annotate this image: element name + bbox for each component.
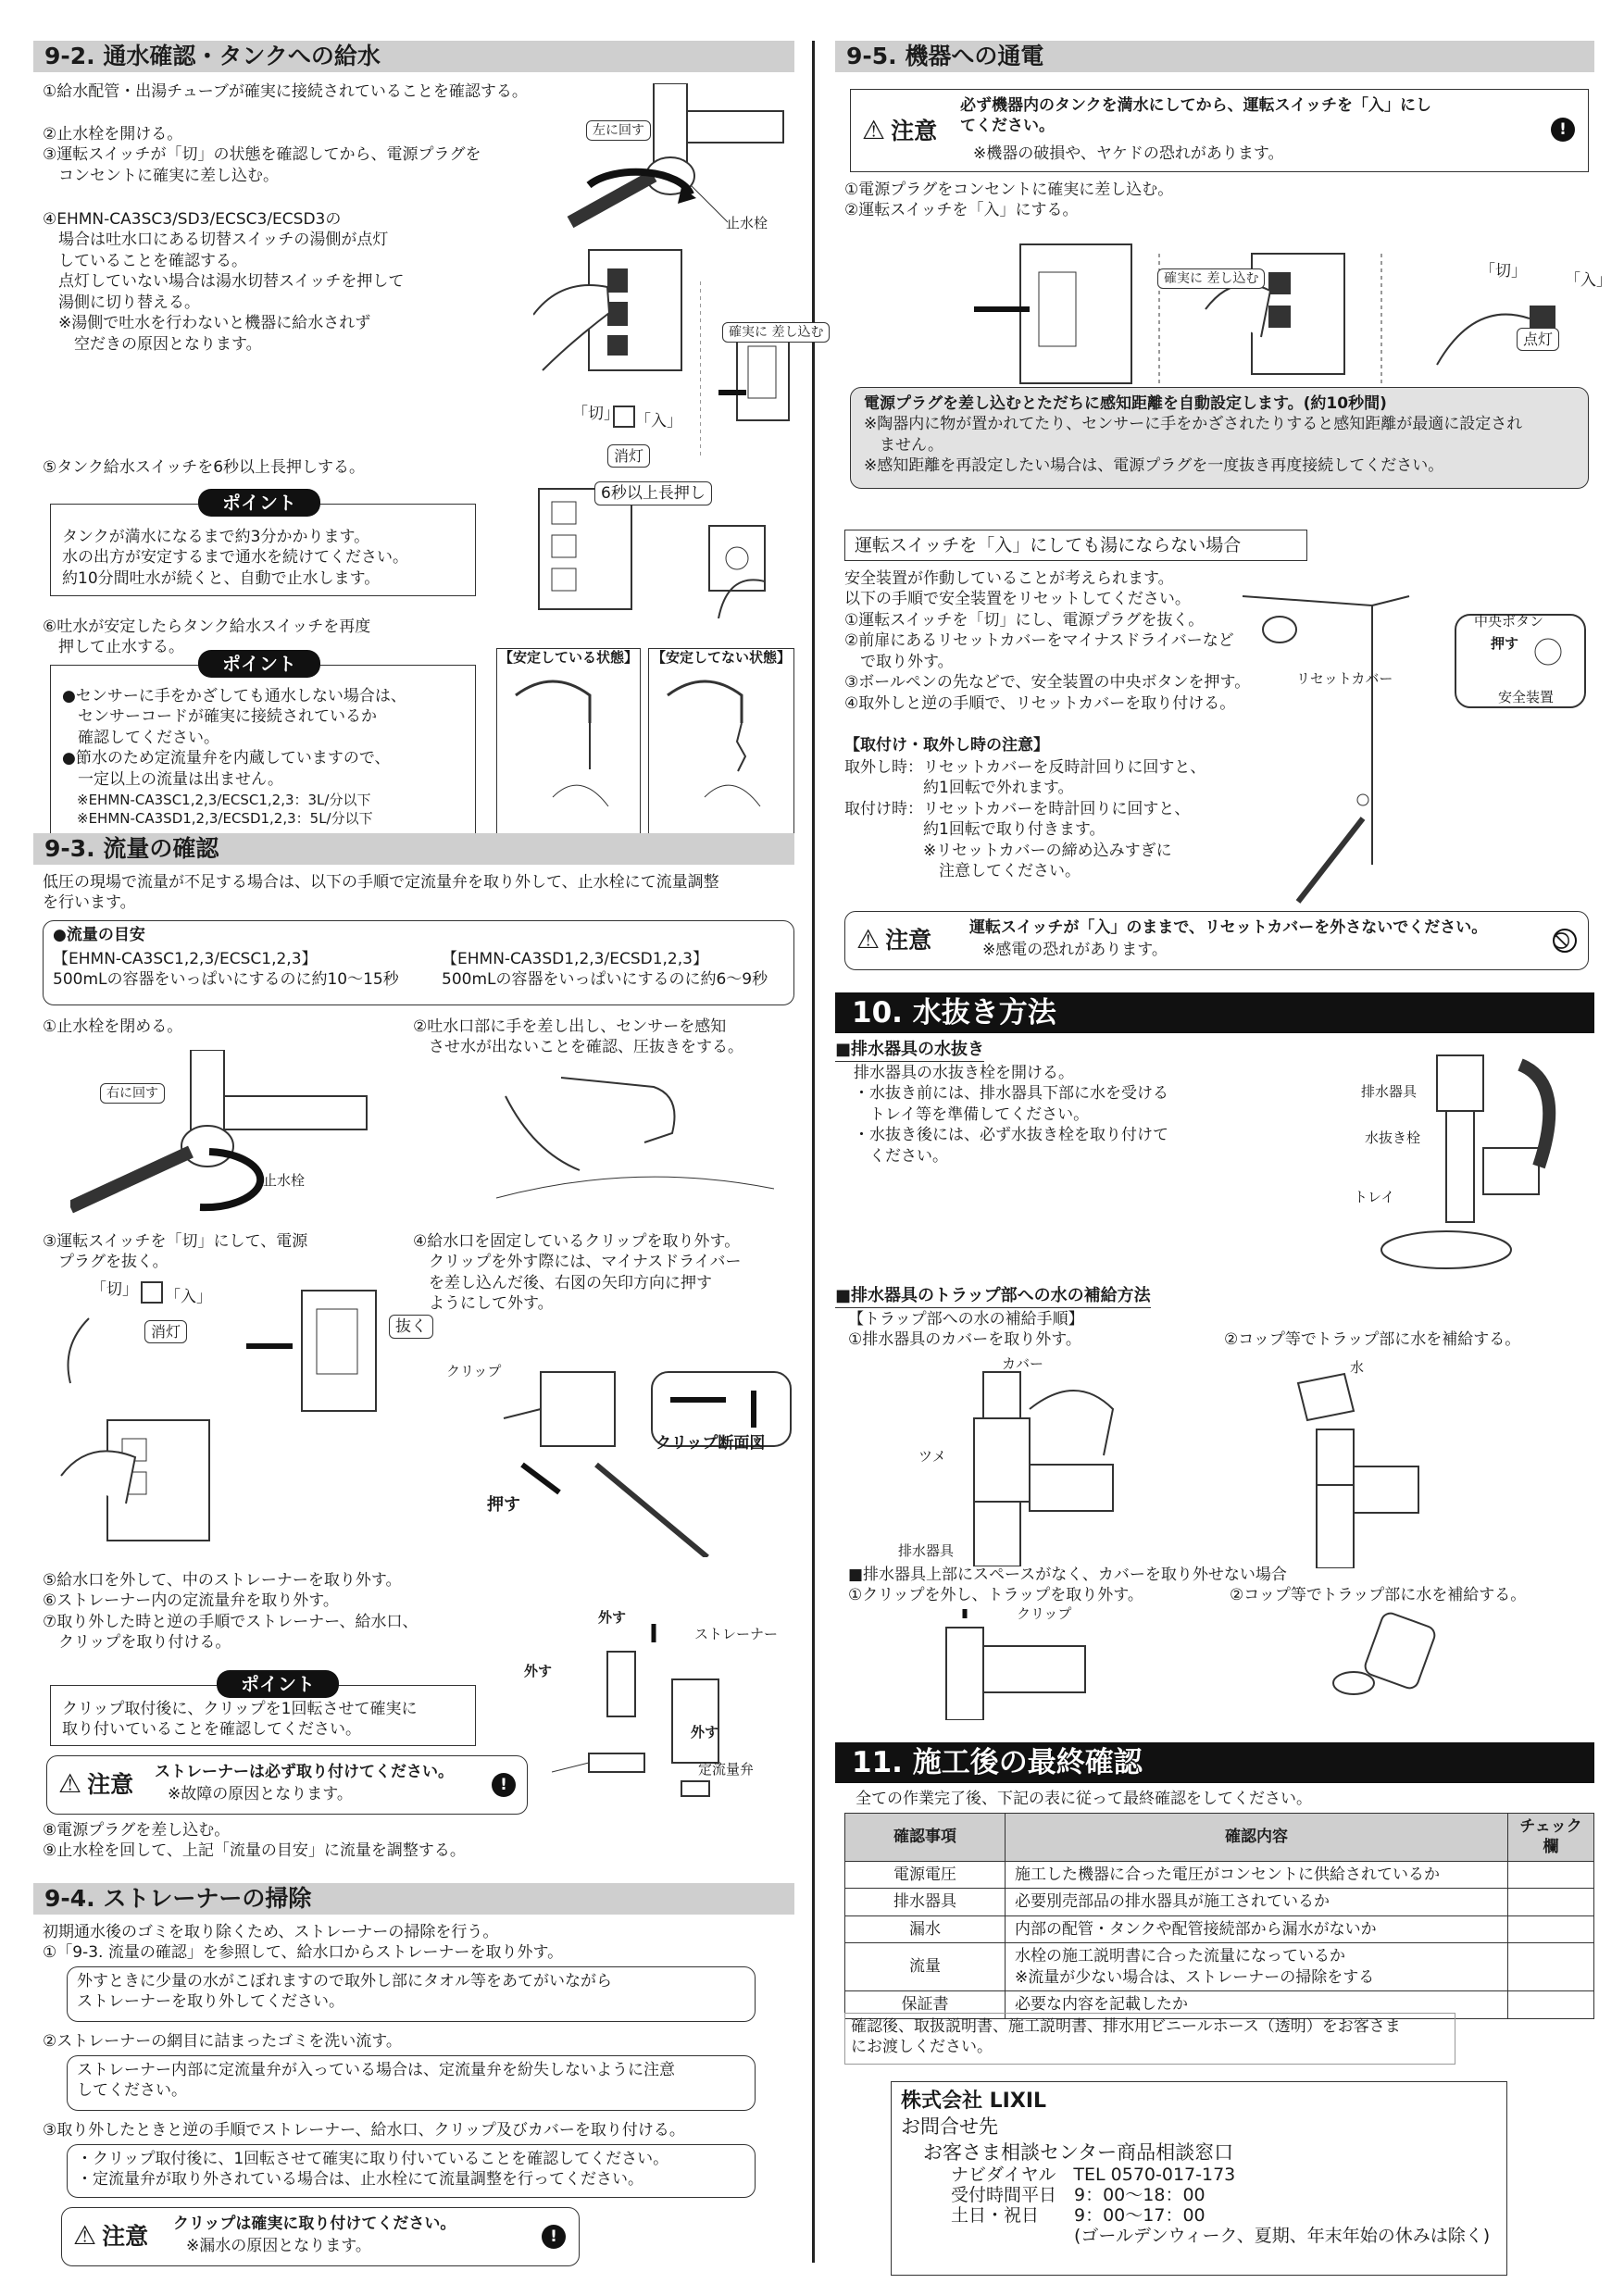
s93-step3: ③運転スイッチを「切」にして、電源 プラグを抜く。 — [43, 1232, 308, 1272]
label-light-on: 点灯 — [1517, 328, 1559, 351]
s93-steps-8-9: ⑧電源プラグを差し込む。 ⑨止水栓を回して、上記「流量の目安」に流量を調整する。 — [43, 1821, 466, 1861]
table-row: 流量 水栓の施工説明書に合った流量になっているか ※流量が少ない場合は、ストレーナーの掃除をする — [845, 1943, 1594, 1991]
warning-triangle-icon: ⚠ — [856, 924, 881, 955]
label-safety-device: 安全装置 — [1498, 689, 1555, 705]
s92-step6: ⑥吐水が安定したらタンク給水スイッチを再度 押して止水する。 — [43, 618, 371, 657]
s92-step4: ④EHMN-CA3SC3/SD3/ECSC3/ECSD3の 場合は吐水口にある切替スイッチの湯側が点灯 していることを確認する。 点灯していない場合は湯水切替スイッチを押して 湯側に切り替える。 ※湯側で吐水を行わないと機器に給水されず 空だきの原因となります。 — [43, 210, 405, 354]
s94-box3: ・クリップ取付後に、1回転させて確実に取り付いていることを確認してください。 ・定流量弁が取り外されている場合は、止水栓にて流量調整を行ってください。 — [67, 2144, 756, 2198]
warning-triangle-icon: ⚠ — [73, 2220, 97, 2251]
flow-guide-left: 【EHMN-CA3SC1,2,3/ECSC1,2,3】 500mLの容器をいっぱいにするのに約10～15秒 — [53, 950, 399, 990]
caution-reset-label: ⚠ 注意 — [856, 923, 931, 957]
s94-box2: ストレーナー内部に定流量弁が入っている場合は、定流量弁を紛失しないように注意 してください。 — [67, 2055, 756, 2111]
s10-step1: ①排水器具のカバーを取り外す。 — [848, 1330, 1081, 1349]
label-valve: 止水栓 — [726, 215, 768, 231]
label-remove-2: 外す — [524, 1663, 553, 1679]
label-cover: カバー — [1002, 1355, 1044, 1372]
section-10-title: 10. 水抜き方法 — [835, 992, 1594, 1033]
s95-steps: ①電源プラグをコンセントに確実に差し込む。 ②運転スイッチを「入」にする。 — [844, 181, 1174, 220]
label-fixed-valve: 定流量弁 — [698, 1761, 755, 1778]
outlet-illustration — [700, 281, 793, 457]
caution-power-box — [850, 89, 1589, 172]
label-unstable: 【安定してない状態】 — [651, 649, 791, 666]
label-clip: クリップ — [446, 1363, 502, 1379]
auto-setting-title: 電源プラグを差し込むとただちに感知距離を自動設定します。(約10秒間) — [864, 394, 1387, 413]
caution-strainer-sub: ※故障の原因となります。 — [168, 1785, 353, 1803]
table-header: 確認事項 — [845, 1814, 1006, 1862]
label-drain-plug: 水抜き栓 — [1365, 1129, 1421, 1146]
label-on-2: 「入」 — [165, 1288, 212, 1306]
s94-box1: 外すときに少量の水がこぼれますので取外し部にタオル等をあてがいながら ストレーナーを取り外してください。 — [67, 1966, 756, 2022]
table-header: 確認内容 — [1006, 1814, 1508, 1862]
label-off: 「切」 — [572, 405, 619, 423]
column-divider — [812, 41, 815, 2263]
s93-intro: 低圧の現場で流量が不足する場合は、以下の手順で定流量弁を取り外して、止水栓にて流量調整 を行います。 — [43, 873, 719, 913]
caution-strainer-text: ストレーナーは必ず取り付けてください。 — [155, 1763, 454, 1781]
label-strainer: ストレーナー — [694, 1626, 779, 1642]
label-right-turn: 右に回す — [100, 1083, 165, 1104]
center-name: お客さま相談センター商品相談窓口 — [923, 2140, 1234, 2164]
check-cell[interactable] — [1508, 1861, 1594, 1888]
check-cell[interactable] — [1508, 1991, 1594, 2018]
contact-box — [891, 2081, 1507, 2276]
s10-alt-title: ■排水器具上部にスペースがなく、カバーを取り外せない場合 — [848, 1566, 1287, 1584]
attach-title: 【取付け・取外し時の注意】 — [844, 736, 1049, 755]
label-stable: 【安定している状態】 — [498, 649, 638, 666]
table-row: 保証書 必要な内容を記載したか — [845, 1991, 1594, 2018]
s10-step2: ②コップ等でトラップ部に水を補給する。 — [1224, 1330, 1521, 1349]
label-push-2: 押す — [1491, 635, 1519, 652]
label-pull: 抜く — [389, 1315, 433, 1339]
label-insert-firmly-2: 確実に 差し込む — [1157, 268, 1265, 289]
exclamation-icon: ! — [542, 2225, 566, 2249]
s93-step1: ①止水栓を閉める。 — [43, 1017, 183, 1036]
section-9-2-title: 9-2. 通水確認・タンクへの給水 — [33, 41, 794, 72]
check-cell[interactable] — [1508, 1889, 1594, 1915]
label-insert-firmly: 確実に 差し込む — [722, 322, 830, 343]
point-2-small: ※EHMN-CA3SC1,2,3/ECSC1,2,3：3L/分以下 ※EHMN-CA3SD1,2,3/ECSD1,2,3：5L/分以下 — [77, 792, 373, 827]
flow-guide-box — [43, 920, 794, 1005]
label-tray: トレイ — [1354, 1189, 1395, 1205]
label-off-3: 「切」 — [1480, 262, 1527, 281]
label-off-2: 「切」 — [91, 1280, 138, 1299]
caution-power-label: ⚠ 注意 — [862, 114, 937, 148]
auto-setting-note — [850, 387, 1589, 489]
check-cell[interactable] — [1508, 1943, 1594, 1991]
caution-clip-sub: ※漏水の原因となります。 — [186, 2237, 371, 2255]
contact-details: ナビダイヤル TEL 0570-017-173 受付時間平日 9：00～18：00 土日・祝日 9：00～17：00 (ゴールデンウィーク、夏期、年末年始の休みは除く) — [951, 2165, 1491, 2246]
label-push: 押す — [487, 1495, 520, 1515]
label-left-turn: 左に回す — [586, 120, 651, 141]
caution-power-sub: ※機器の破損や、ヤケドの恐れがあります。 — [973, 144, 1284, 163]
label-clip-2: クリップ — [1017, 1605, 1072, 1622]
cup-pour-illustration — [1298, 1609, 1483, 1711]
point-1-text: タンクが満水になるまで約3分かかります。 水の出方が安定するまで通水を続けてください。 約10分間吐水が続くと、自動で止水します。 — [62, 528, 408, 588]
reset-cover-illustration — [1243, 587, 1594, 920]
warning-triangle-icon: ⚠ — [862, 115, 886, 145]
s93-step4: ④給水口を固定しているクリップを取り外す。 クリップを外す際には、マイナスドライバー を差し込んだ後、右図の矢印方向に押す ようにして外す。 — [413, 1232, 742, 1314]
label-reset-cover: リセットカバー — [1296, 670, 1393, 687]
s11-intro: 全ての作業完了後、下記の表に従って最終確認をしてください。 — [856, 1790, 1312, 1808]
clip-trap-illustration — [928, 1609, 1113, 1720]
s10-body1: 排水器具の水抜き栓を開ける。 ・水抜き前には、排水器具下部に水を受ける トレイ等を準備してください。 ・水抜き後には、必ず水抜き栓を取り付けて ください。 — [854, 1064, 1168, 1166]
label-valve-2: 止水栓 — [263, 1172, 306, 1189]
check-cell[interactable] — [1508, 1915, 1594, 1942]
label-drain-fixture-2: 排水器具 — [898, 1542, 955, 1559]
section-9-4-title: 9-4. ストレーナーの掃除 — [33, 1883, 794, 1915]
caution-reset-sub: ※感電の恐れがあります。 — [982, 941, 1168, 959]
label-6sec-press: 6秒以上長押し — [594, 481, 712, 505]
sensor-hand-illustration — [496, 1059, 774, 1207]
unstable-state-panel — [648, 648, 794, 841]
s94-step3: ③取り外したときと逆の手順でストレーナー、給水口、クリップ及びカバーを取り付ける。 — [43, 2121, 685, 2140]
caution-clip-box — [61, 2207, 580, 2266]
caution-clip-label: ⚠ 注意 — [73, 2219, 148, 2253]
prohibited-icon — [1553, 929, 1577, 953]
inquiry-label: お問合せ先 — [901, 2115, 998, 2139]
s10-sub1: ■排水器具の水抜き — [835, 1039, 984, 1062]
point-label-2: ポイント — [198, 650, 320, 678]
unstable-faucet-illustration — [649, 668, 788, 834]
point-box-1 — [50, 504, 476, 596]
caution-strainer-box — [46, 1755, 528, 1815]
table-header: チェック欄 — [1508, 1814, 1594, 1862]
attach-body: 取外し時：リセットカバーを反時計回りに回すと、 約1回転で外れます。 取付け時：リセットカバーを時計回りに回すと、 約1回転で取り付きます。 ※リセットカバーの締め込みすぎに 注意してください。 — [844, 758, 1206, 881]
stable-faucet-illustration — [497, 668, 636, 834]
final-check-table-wrap — [844, 1813, 1594, 2019]
company-name: 株式会社 LIXIL — [901, 2090, 1047, 2113]
drain-plug-illustration — [1335, 1046, 1594, 1278]
flow-guide-right: 【EHMN-CA3SD1,2,3/ECSD1,2,3】 500mLの容器をいっぱいにするのに約6～9秒 — [442, 950, 768, 990]
s10-alt-step2: ②コップ等でトラップ部に水を補給する。 — [1230, 1586, 1527, 1604]
label-remove-1: 外す — [598, 1609, 627, 1626]
caution-power-text: 必ず機器内のタンクを満水にしてから、運転スイッチを「入」にし てください。 — [960, 96, 1431, 136]
caution-strainer-label: ⚠ 注意 — [58, 1767, 133, 1802]
switch-panel-illustration — [533, 241, 700, 380]
valve-close-illustration — [70, 1050, 376, 1217]
caution-reset-text: 運転スイッチが「入」のままで、リセットカバーを外さないでください。 — [969, 918, 1488, 937]
label-drain-fixture: 排水器具 — [1361, 1083, 1418, 1100]
table-row: 排水器具 必要別売部品の排水器具が施工されているか — [845, 1889, 1594, 1915]
point-label-1: ポイント — [198, 489, 320, 517]
clip-removal-illustration — [467, 1354, 800, 1557]
point-box-2 — [50, 665, 476, 839]
section-9-5-title: 9-5. 機器への通電 — [835, 41, 1594, 72]
warning-triangle-icon: ⚠ — [58, 1768, 82, 1799]
label-on: 「入」 — [635, 412, 682, 430]
label-claw: ツメ — [918, 1448, 946, 1465]
switch-icon — [613, 406, 635, 428]
final-check-table — [844, 1813, 1594, 2019]
label-on-3: 「入」 — [1565, 271, 1612, 290]
point-3-text: クリップ取付後に、クリップを1回転させて確実に 取り付いていることを確認してください。 — [62, 1700, 418, 1740]
point-label-3: ポイント — [217, 1670, 339, 1698]
label-remove-3: 外す — [691, 1724, 719, 1741]
section-11-title: 11. 施工後の最終確認 — [835, 1742, 1594, 1783]
label-water: 水 — [1350, 1359, 1365, 1376]
s10-proc-title: 【トラップ部への水の補給手順】 — [848, 1310, 1084, 1329]
stable-state-panel — [496, 648, 641, 841]
s94-intro: 初期通水後のゴミを取り除くため、ストレーナーの掃除を行う。 — [43, 1923, 499, 1941]
table-row: 電源電圧 施工した機器に合った電圧がコンセントに供給されているか — [845, 1861, 1594, 1888]
label-center-button: 中央ボタン — [1474, 613, 1544, 630]
s93-step2: ②吐水口部に手を差し出し、センサーを感知 させ水が出ないことを確認、圧抜きをする。 — [413, 1017, 743, 1057]
unplug-illustration — [246, 1281, 394, 1420]
auto-setting-body: ※陶器内に物が置かれてたり、センサーに手をかざされたりすると感知距離が最適に設定され ません。 ※感知距離を再設定したい場合は、電源プラグを一度抜き再度接続してください。 — [864, 415, 1523, 476]
trap-water-illustration — [1261, 1365, 1520, 1568]
label-clip-section: クリップ断面図 — [656, 1434, 766, 1453]
power-on-illustration — [974, 217, 1585, 411]
exclamation-icon: ! — [1551, 118, 1575, 142]
trouble-title: 運転スイッチを「入」にしても湯にならない場合 — [844, 530, 1307, 561]
label-light-off: 消灯 — [607, 444, 650, 468]
s94-step1: ①「9-3. 流量の確認」を参照して、給水口からストレーナーを取り外す。 — [43, 1943, 564, 1962]
trouble-body: 安全装置が作動していることが考えられます。 以下の手順で安全装置をリセットしてください。 ①運転スイッチを「切」にし、電源プラグを抜く。 ②前扉にあるリセットカバーをマイナスドライバーなど で取り外す。 ③ボールペンの先などで、安全装置の中央ボタンを押す。 ④取外しと逆の手順で、リセットカバーを取り付ける。 — [844, 569, 1251, 713]
caution-clip-text: クリップは確実に取り付けてください。 — [173, 2215, 456, 2233]
section-9-3-title: 9-3. 流量の確認 — [33, 833, 794, 865]
caution-reset-box — [844, 911, 1589, 970]
s92-step5: ⑤タンク給水スイッチを6秒以上長押しする。 — [43, 458, 366, 477]
s92-step2-3: ②止水栓を開ける。 ③運転スイッチが「切」の状態を確認してから、電源プラグを コンセントに確実に差し込む。 — [43, 125, 481, 185]
s11-after-note: 確認後、取扱説明書、施工説明書、排水用ビニールホース（透明）をお客さま にお渡しください。 — [844, 2013, 1455, 2065]
s10-sub2: ■排水器具のトラップ部への水の補給方法 — [835, 1285, 1151, 1308]
switch-off-illustration — [52, 1291, 219, 1550]
flow-guide-title: ●流量の目安 — [53, 926, 145, 944]
exclamation-icon: ! — [492, 1773, 516, 1797]
table-row: 漏水 内部の配管・タンクや配管接続部から漏水がないか — [845, 1915, 1594, 1942]
s93-steps-5-7: ⑤給水口を外して、中のストレーナーを取り外す。 ⑥ストレーナー内の定流量弁を取り外す。 ⑦取り外した時と逆の手順でストレーナー、給水口、 クリップを取り付ける。 — [43, 1571, 418, 1653]
s94-step2: ②ストレーナーの網目に詰まったゴミを洗い流す。 — [43, 2032, 402, 2051]
point-2-text: ●センサーに手をかざしても通水しない場合は、 センサーコードが確実に接続されているか 確認してください。 ●節水のため定流量弁を内蔵していますので、 一定以上の流量は出ません。 — [62, 687, 406, 789]
label-light-off-2: 消灯 — [144, 1320, 187, 1343]
s92-step1: ①給水配管・出湯チューブが確実に接続されていることを確認する。 — [43, 82, 528, 101]
s10-alt-step1: ①クリップを外し、トラップを取り外す。 — [848, 1586, 1143, 1604]
